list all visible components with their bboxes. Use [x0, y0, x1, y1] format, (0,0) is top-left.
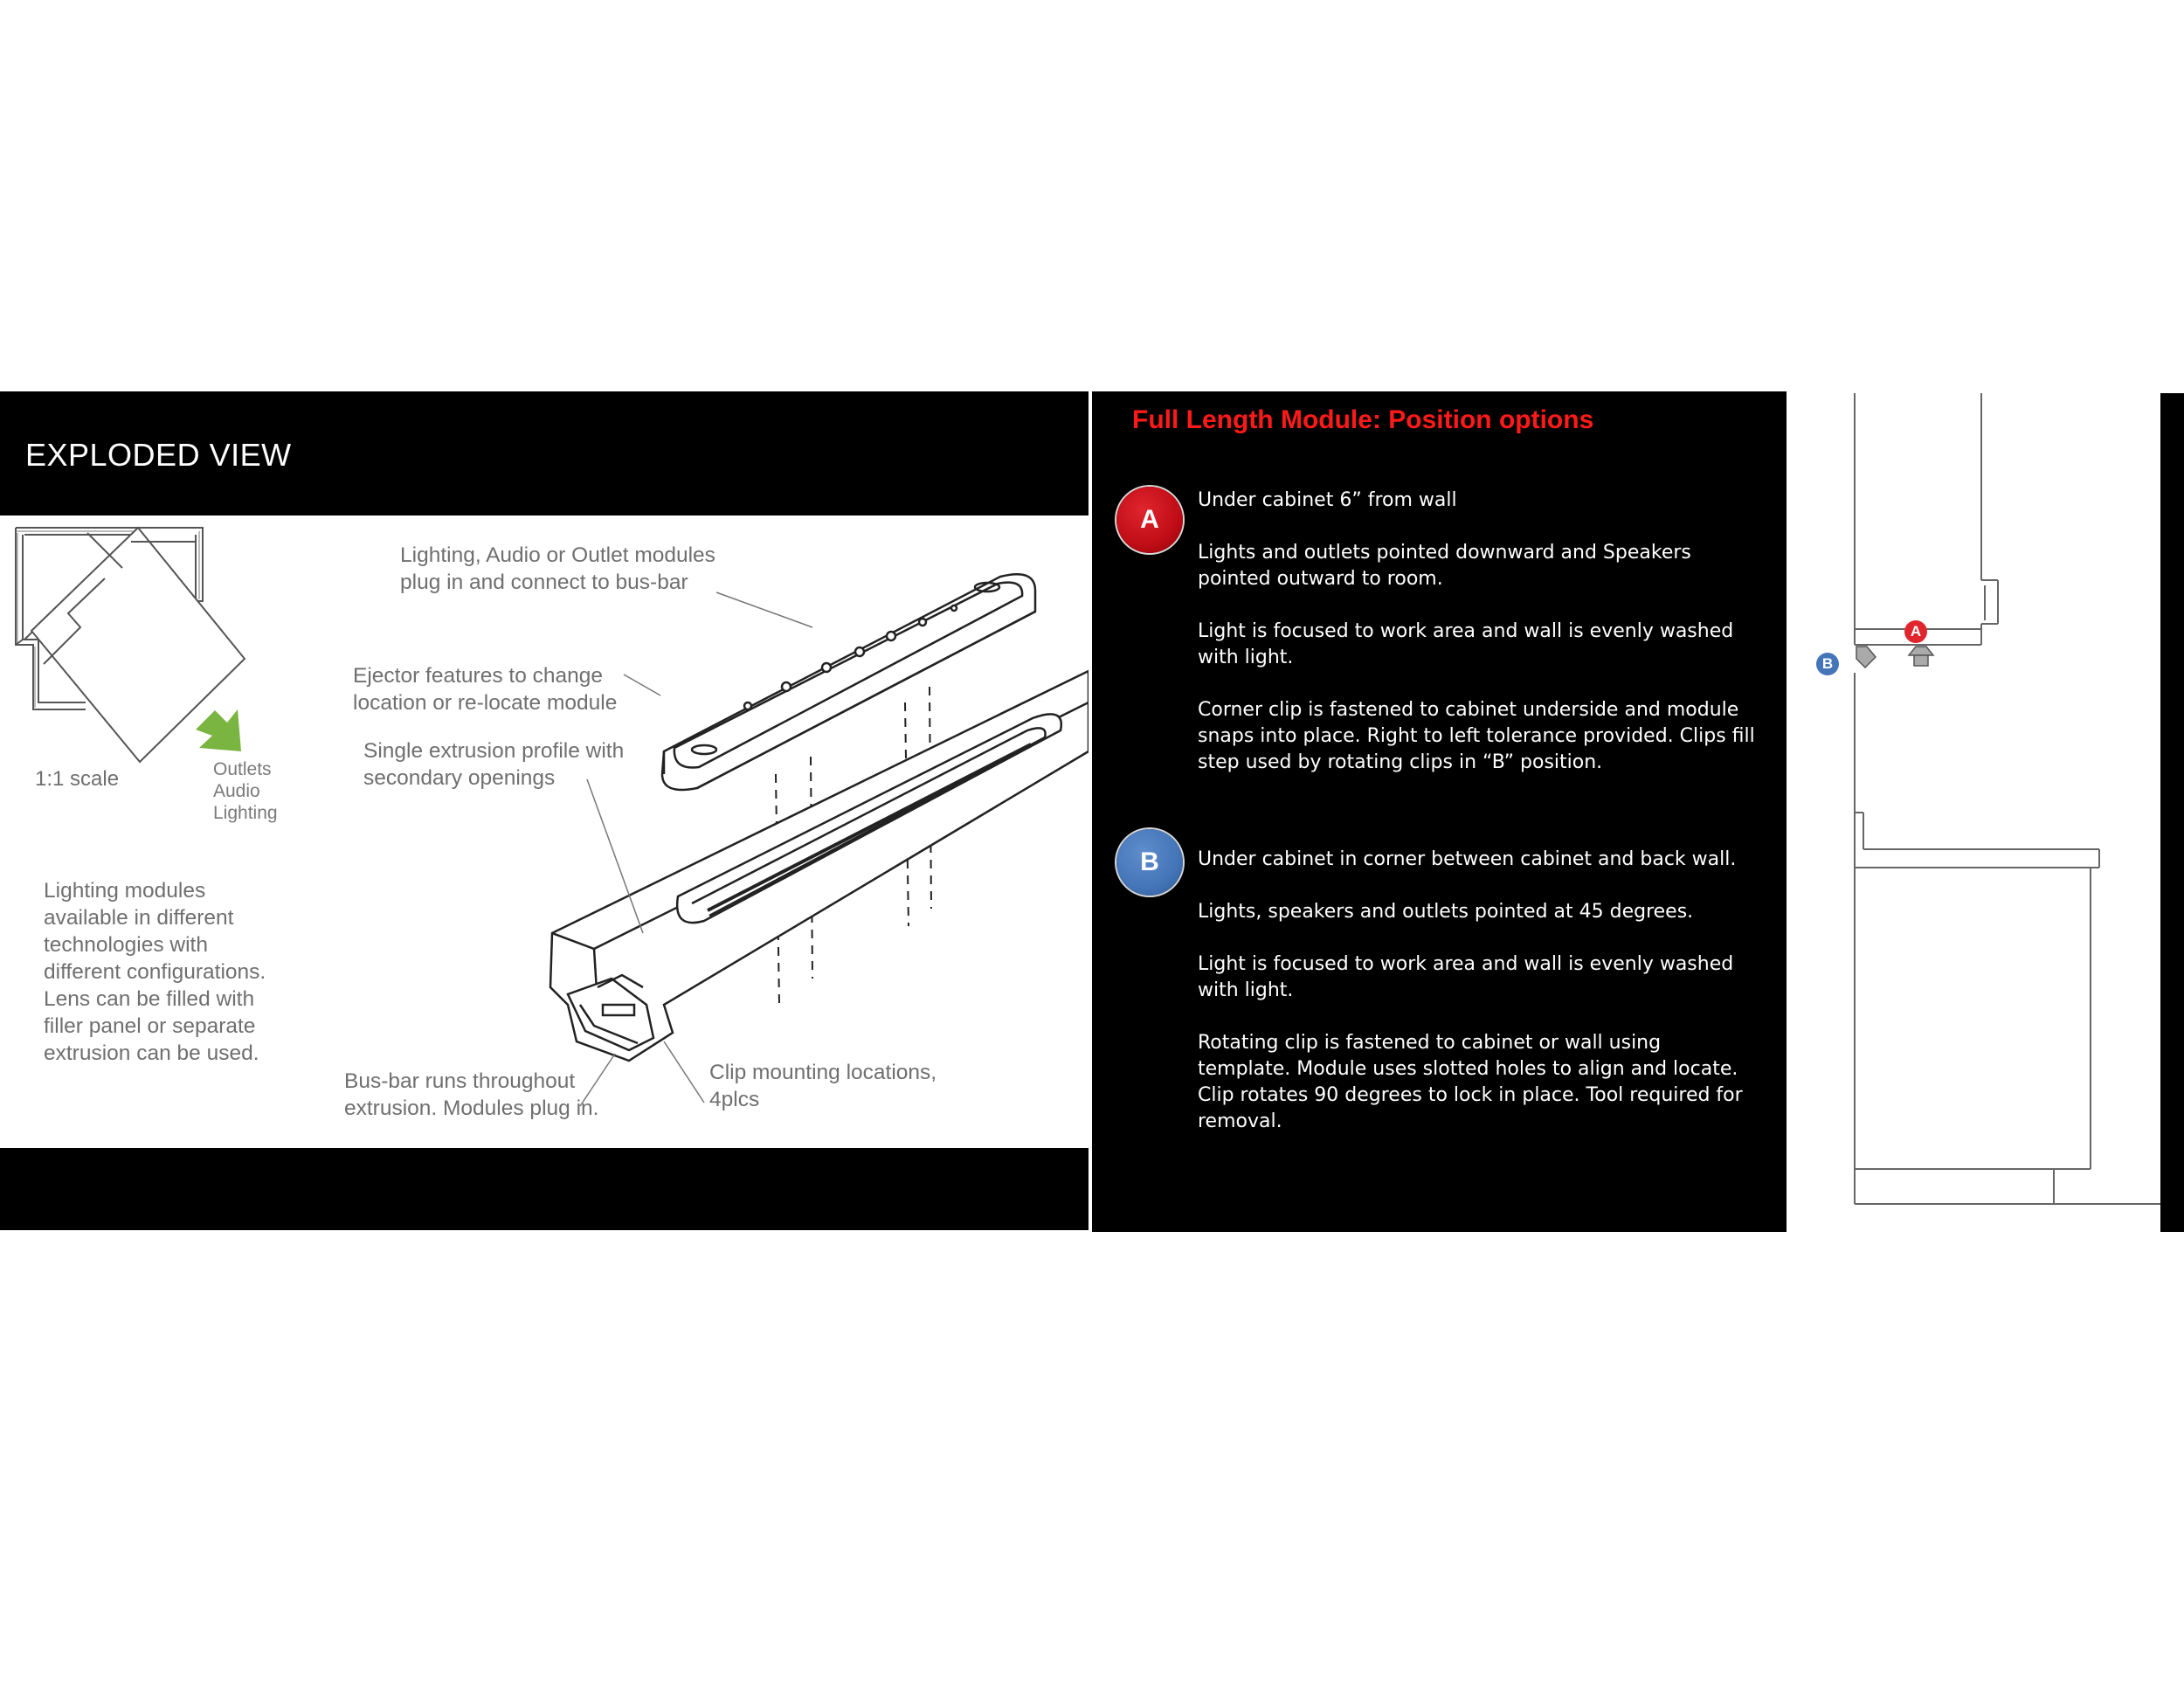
paragraph: [1198, 847, 1743, 873]
marker-a: A: [1904, 620, 1927, 643]
arrow-label: Outlets: [213, 759, 272, 779]
callout-line: Single extrusion profile with: [363, 739, 625, 763]
callout-line: Ejector features to change: [353, 664, 604, 688]
slide-edge-bar: [2160, 393, 2184, 1232]
note-line: Lens can be filled with: [44, 987, 255, 1011]
callout-line: extrusion. Modules plug in.: [344, 1097, 599, 1120]
arrow-labels: [213, 758, 278, 824]
note-line: Lighting modules: [44, 879, 206, 903]
callout-line: Clip mounting locations,: [709, 1061, 937, 1084]
option-a-badge: A: [1116, 487, 1183, 553]
callout-extrusion: [363, 737, 624, 792]
text-line: Rotating clip is fastened to cabinet or wall using: [1198, 1032, 1662, 1054]
text-line: Light is focused to work area and wall is evenly washed: [1198, 953, 1734, 975]
arrow-label: Audio: [213, 781, 260, 801]
text-line: Corner clip is fastened to cabinet underside and module: [1198, 699, 1739, 721]
paragraph: [1198, 488, 1755, 514]
callout-line: Lighting, Audio or Outlet modules: [400, 543, 715, 567]
text-line: Clip rotates 90 degrees to lock in place. Tool required for: [1198, 1084, 1743, 1106]
text-line: Light is focused to work area and wall is evenly washed: [1198, 620, 1734, 642]
text-line: pointed outward to room.: [1198, 568, 1443, 590]
text-line: removal.: [1198, 1110, 1282, 1132]
module-a-shape: [1909, 647, 1933, 666]
text-line: Under cabinet in corner between cabinet and back wall.: [1198, 848, 1737, 870]
text-line: Lights, speakers and outlets pointed at 45 degrees.: [1198, 901, 1694, 923]
marker-b: B: [1816, 653, 1839, 675]
callout-line: plug in and connect to bus-bar: [400, 571, 688, 594]
slide-footer-bar: [0, 1148, 1089, 1230]
callout-modules: [400, 542, 715, 596]
paragraph: [1198, 1030, 1743, 1135]
text-line: step used by rotating clips in “B” position.: [1198, 751, 1603, 773]
note-line: different configurations.: [44, 960, 266, 984]
callout-line: secondary openings: [363, 766, 556, 790]
option-b-text: [1198, 847, 1743, 1135]
modules-note: [44, 877, 266, 1067]
slide-header-bar: [0, 391, 1089, 515]
paragraph: [1198, 899, 1743, 925]
text-line: Lights and outlets pointed downward and Speakers: [1198, 542, 1691, 564]
note-line: filler panel or separate: [44, 1014, 256, 1038]
text-line: Under cabinet 6” from wall: [1198, 489, 1457, 511]
direction-arrow-icon: [196, 709, 241, 751]
slide-title: Full Length Module: Position options: [1132, 405, 1594, 434]
module-b-shape: [1856, 647, 1876, 668]
text-line: with light.: [1198, 979, 1294, 1001]
callout-line: Bus-bar runs throughout: [344, 1069, 576, 1093]
callout-clip: [709, 1059, 936, 1113]
text-line: snaps into place. Right to left tolerance provided. Clips fill: [1198, 725, 1755, 747]
scale-label: 1:1 scale: [35, 767, 120, 791]
option-b-badge: B: [1116, 829, 1183, 896]
callout-line: 4plcs: [709, 1088, 760, 1111]
callout-line: location or re-locate module: [353, 691, 618, 715]
text-line: with light.: [1198, 647, 1294, 668]
side-elevation-diagram: [1787, 391, 2184, 1232]
slide-title: EXPLODED VIEW: [25, 437, 292, 473]
paragraph: [1198, 951, 1743, 1004]
option-a-text: [1198, 488, 1755, 776]
paragraph: [1198, 540, 1755, 592]
paragraph: [1198, 697, 1755, 776]
extrusion-drawing: [550, 671, 1089, 1061]
paragraph: [1198, 619, 1755, 671]
callout-ejector: [353, 662, 617, 716]
note-line: technologies with: [44, 933, 208, 957]
arrow-label: Lighting: [213, 803, 278, 823]
position-options-slide: [1092, 391, 1787, 1232]
note-line: available in different: [44, 906, 234, 930]
cabinet-elevation-drawing: [1787, 391, 2184, 1232]
text-line: template. Module uses slotted holes to align and locate.: [1198, 1058, 1738, 1080]
exploded-view-slide: [0, 391, 1089, 1230]
callout-busbar: [344, 1068, 598, 1122]
note-line: extrusion can be used.: [44, 1041, 259, 1065]
